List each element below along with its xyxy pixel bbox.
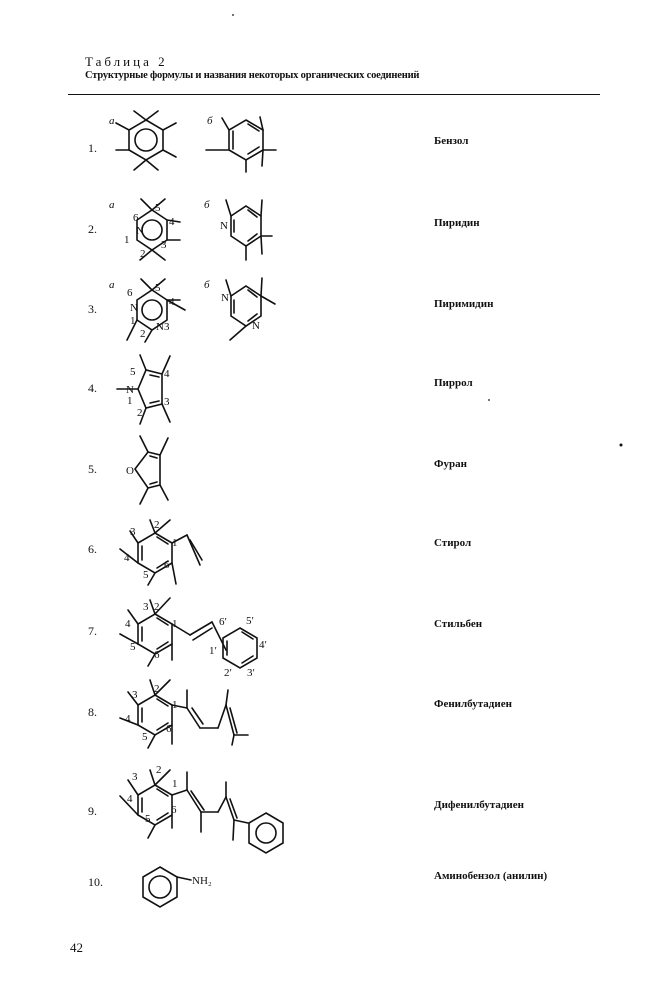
atom-label: 6	[164, 559, 170, 571]
atom-label: N	[126, 384, 134, 396]
table-caption: Таблица 2	[85, 54, 168, 69]
atom-label: 5	[143, 569, 149, 581]
atom-label: 4	[125, 618, 131, 630]
compound-name: Фенилбутадиен	[434, 698, 512, 710]
atom-label: 1	[172, 537, 178, 549]
atom-label: 2	[154, 601, 160, 613]
atom-label: 4	[127, 793, 133, 805]
atom-label: 1	[172, 699, 178, 711]
variant-label-a: а	[109, 279, 115, 291]
atom-label: 1	[172, 618, 178, 630]
atom-label: N	[136, 225, 144, 237]
atom-label: N	[220, 220, 228, 232]
atom-label: 1	[127, 395, 133, 407]
compound-name: Пиридин	[434, 217, 480, 229]
pyrrole-structure	[117, 355, 170, 424]
compound-name: Аминобензол (анилин)	[434, 870, 548, 882]
furan-structure	[135, 436, 168, 504]
compound-name: Пиримидин	[434, 298, 494, 310]
atom-label: 1	[130, 315, 136, 327]
pyrimidine-kekule-structure	[226, 278, 275, 340]
compound-name: Бензол	[434, 135, 469, 147]
atom-label: 3′	[247, 667, 255, 679]
row-number: 8.	[88, 705, 97, 719]
row-number: 9.	[88, 804, 97, 818]
atom-label: 4	[169, 296, 175, 308]
atom-label: 6′	[219, 616, 227, 628]
atom-label: 2′	[224, 667, 232, 679]
row-number: 10.	[88, 875, 103, 889]
row-number: 5.	[88, 462, 97, 476]
atom-label: N	[130, 302, 138, 314]
atom-label: 5	[142, 731, 148, 743]
atom-label: 3	[164, 321, 170, 333]
atom-label: 6	[154, 649, 160, 661]
benzene-circle-structure	[116, 111, 176, 170]
atom-label: 4	[164, 368, 170, 380]
atom-label: 6	[171, 804, 177, 816]
atom-label: 5	[145, 813, 151, 825]
phenylbutadiene-structure	[120, 680, 248, 748]
row-number: 3.	[88, 302, 97, 316]
aniline-structure	[143, 867, 191, 907]
diphenylbutadiene-structure	[120, 770, 283, 853]
atom-label: 5	[155, 202, 161, 214]
atom-label: 2	[140, 328, 146, 340]
atom-label: 4′	[259, 639, 267, 651]
atom-label: 5	[130, 641, 136, 653]
atom-label: 6	[133, 212, 139, 224]
atom-label: 3	[164, 396, 170, 408]
atom-label: 1′	[209, 645, 217, 657]
compound-name: Дифенилбутадиен	[434, 799, 524, 811]
table-subtitle: Структурные формулы и названия некоторых органических соединений	[85, 70, 420, 81]
variant-label-b: б	[204, 199, 210, 211]
atom-label: 5	[155, 282, 161, 294]
row-number: 1.	[88, 141, 97, 155]
row-number: 4.	[88, 381, 97, 395]
atom-label: 2	[137, 407, 143, 419]
atom-label: 6	[127, 287, 133, 299]
atom-label: 5′	[246, 615, 254, 627]
atom-label: N	[221, 292, 229, 304]
atom-label: 2	[140, 248, 146, 260]
atom-label: 3	[130, 526, 136, 538]
atom-label: 2	[154, 683, 160, 695]
row-number: 2.	[88, 222, 97, 236]
variant-label-a: а	[109, 199, 115, 211]
stilbene-structure	[120, 598, 257, 668]
atom-label: 6	[166, 723, 172, 735]
pyridine-kekule-structure	[226, 200, 272, 260]
atom-label: O	[126, 465, 134, 477]
atom-label: 2	[156, 764, 162, 776]
atom-label: N	[156, 321, 164, 333]
compound-name: Пиррол	[434, 377, 473, 389]
atom-label: 2	[154, 519, 160, 531]
variant-label-a: а	[109, 115, 115, 127]
atom-label: 1	[172, 778, 178, 790]
variant-label-b: б	[204, 279, 210, 291]
compound-name: Стирол	[434, 537, 472, 549]
atom-label: 4	[124, 552, 130, 564]
atom-label: 4	[169, 216, 175, 228]
benzene-kekule-structure	[206, 117, 276, 172]
atom-label: 1	[124, 234, 130, 246]
atom-label: 3	[161, 239, 167, 251]
variant-label-b: б	[207, 115, 213, 127]
atom-label: 4	[125, 713, 131, 725]
atom-label: 3	[132, 689, 138, 701]
row-number: 7.	[88, 624, 97, 638]
atom-label: 5	[130, 366, 136, 378]
atom-label: 3	[132, 771, 138, 783]
atom-label: NH₂	[192, 875, 212, 887]
compound-name: Стильбен	[434, 618, 483, 630]
compound-name: Фуран	[434, 458, 467, 470]
atom-label: 3	[143, 601, 149, 613]
row-number: 6.	[88, 542, 97, 556]
atom-label: N	[252, 320, 260, 332]
page-number: 42	[70, 940, 83, 955]
